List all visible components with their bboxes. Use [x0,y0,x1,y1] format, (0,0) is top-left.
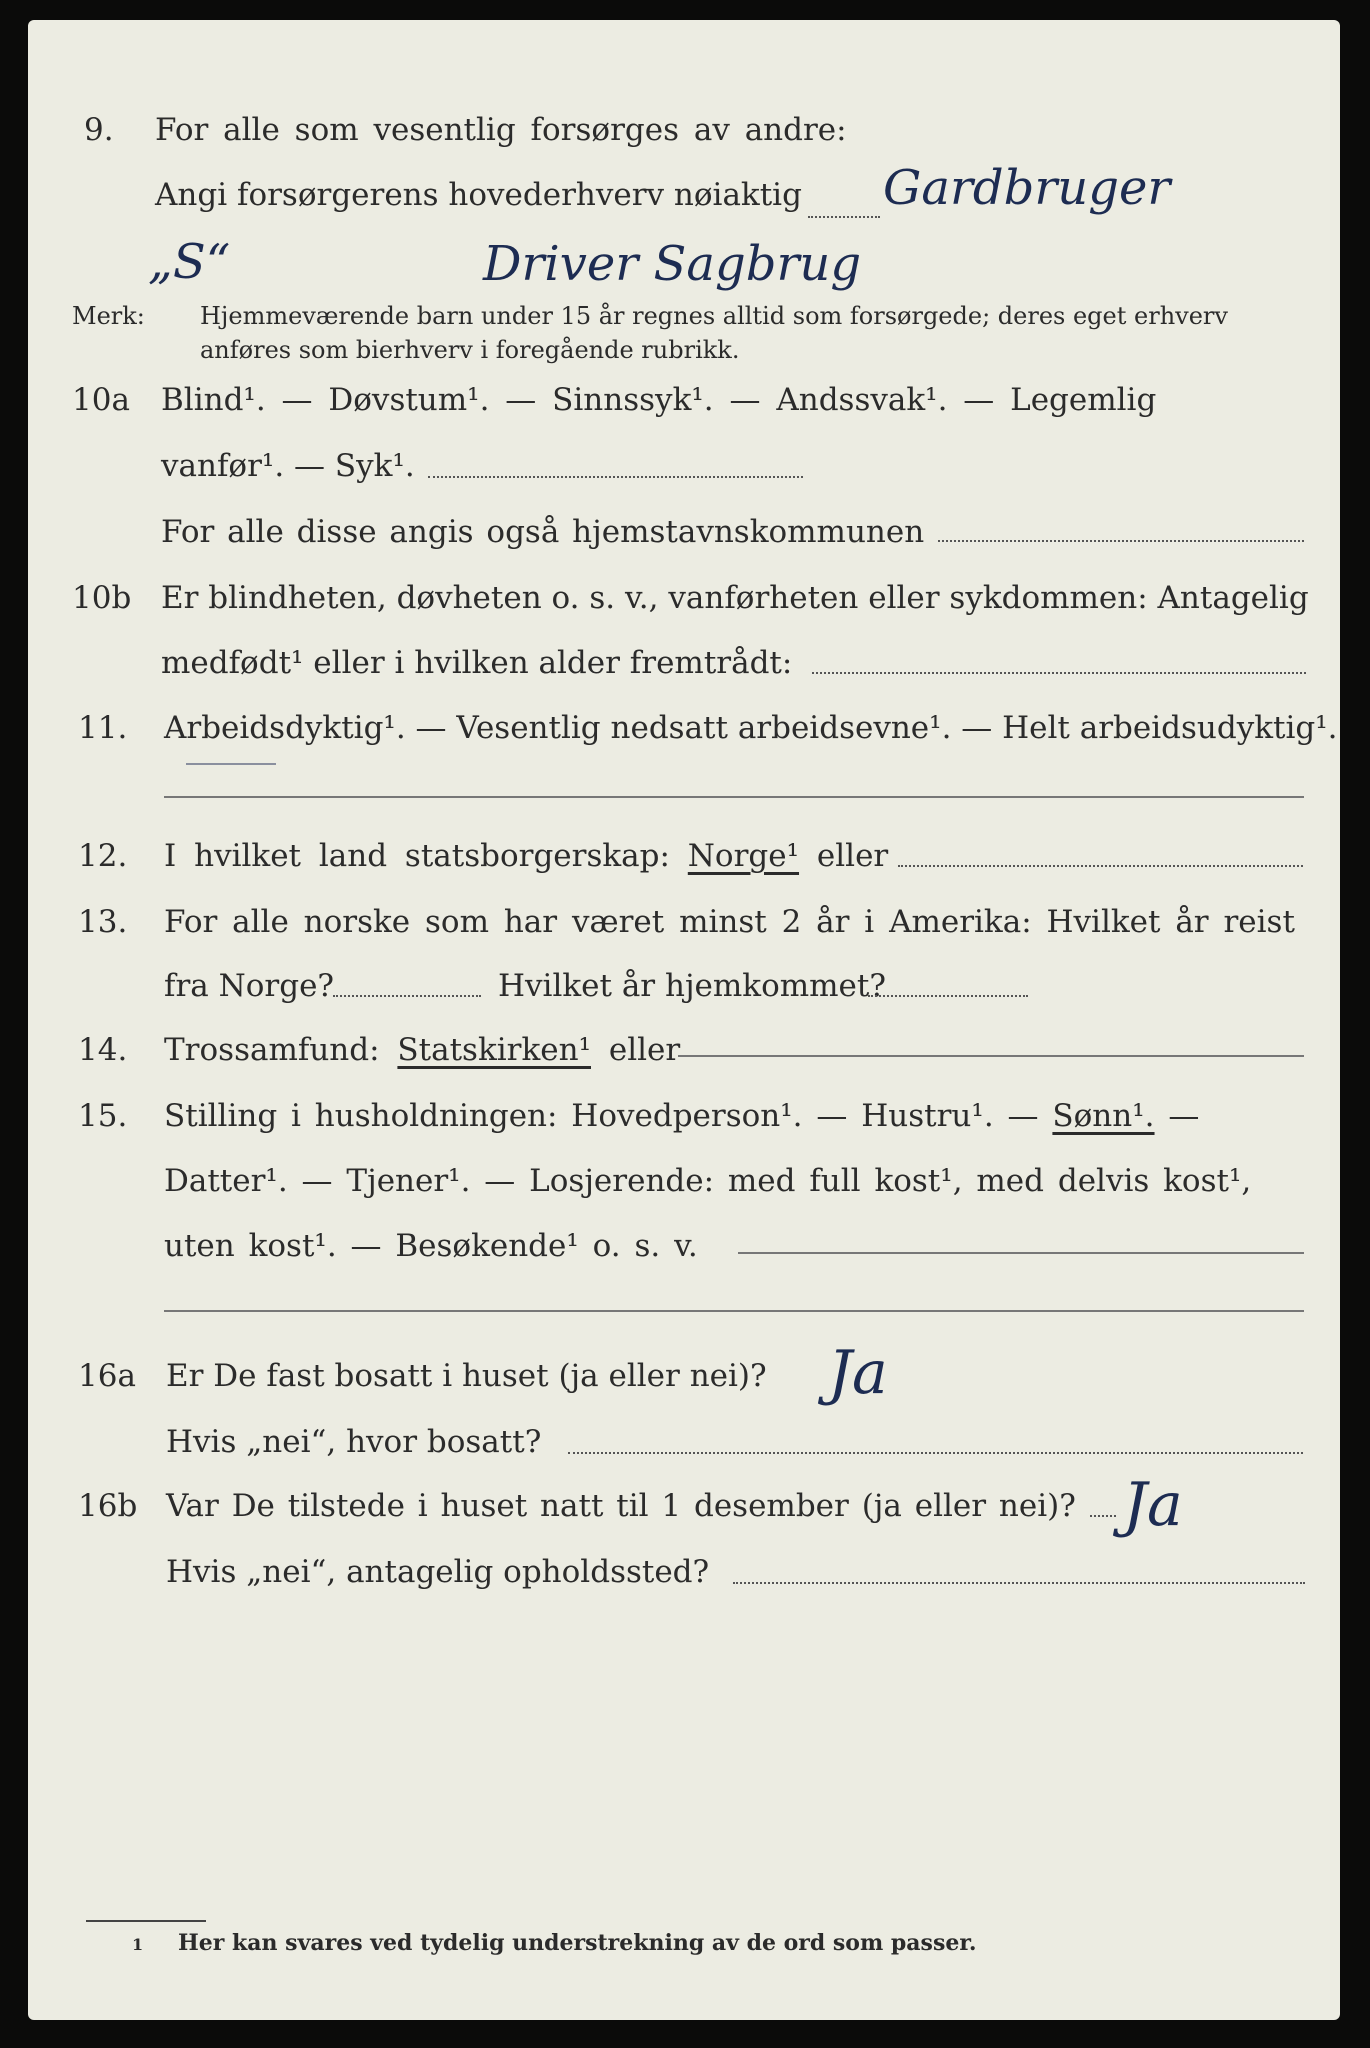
q15-number: 15. [78,1098,128,1134]
q11-answer-line [164,796,1304,798]
q11-number: 11. [78,710,128,746]
q9-handwritten-secondary: Driver Sagbrug [483,236,862,292]
footnote-mark: 1 [132,1935,144,1954]
q16b-line2: Hvis „nei“, antagelig opholdssted? [166,1554,710,1590]
q12-number: 12. [78,838,128,874]
q10a-number: 10a [72,382,130,418]
q15-answer-line [738,1252,1304,1254]
merk-label: Merk: [72,302,145,330]
q9-number: 9. [84,112,114,148]
q9-line2: Angi forsørgerens hovederhverv nøiaktig [155,177,802,213]
q16a-line2: Hvis „nei“, hvor bosatt? [166,1424,542,1460]
q9-handwritten-occupation: Gardbruger [883,160,1171,216]
q14-answer-line [678,1055,1304,1057]
q15-line1-text: Stilling i husholdningen: Hovedperson¹. — Hustru¹. — [164,1098,1039,1134]
footnote-text: Her kan svares ved tydelig understrekning av de ord som passer. [178,1930,977,1956]
q12-dotted-line [898,865,1303,867]
q10a-dotted-line2 [938,540,1304,542]
q13-line2b: Hvilket år hjemkommet? [498,968,886,1004]
q15-answer-line2 [164,1310,1304,1312]
q9-handwritten-prefix: „S“ [148,234,231,290]
q13-line2a: fra Norge? [164,968,335,1004]
q16a-dotted-line [568,1452,1303,1454]
q10a-line3: For alle disse angis også hjemstavnskommunen [161,514,925,550]
q13-line1: For alle norske som har været minst 2 år i Amerika: Hvilket år reist [164,904,1295,940]
q14-text [164,1032,680,1068]
q10a-line1: Blind¹. — Døvstum¹. — Sinnssyk¹. — Andssvak¹. — Legemlig [161,382,1157,418]
q12-text [164,838,888,874]
merk-line2: anføres som bierhverv i foregående rubrikk. [200,336,740,364]
q10a-line2: vanfør¹. — Syk¹. [161,448,415,484]
q10a-dotted-line [428,476,803,478]
q13-dotted-line1 [333,995,481,997]
q11-pencil-mark [186,763,276,765]
q15-dash: — [1168,1098,1200,1134]
q16b-number: 16b [78,1488,138,1524]
q11-line1: Arbeidsdyktig¹. — Vesentlig nedsatt arbeidsevne¹. — Helt arbeidsudyktig¹. [164,710,1338,746]
q12-selected-norge: Norge¹ [687,838,800,874]
q10b-line2: medfødt¹ eller i hvilken alder fremtrådt: [161,645,793,681]
q10b-line1: Er blindheten, døvheten o. s. v., vanførheten eller sykdommen: Antagelig [161,580,1309,616]
q14-number: 14. [78,1032,128,1068]
merk-line1: Hjemmeværende barn under 15 år regnes alltid som forsørgede; deres eget erhverv [200,302,1228,330]
q13-number: 13. [78,904,128,940]
q12-eller: eller [816,838,889,874]
q15-line1 [164,1098,1199,1134]
q15-selected-sonn: Sønn¹. [1052,1098,1155,1134]
q12-prompt: I hvilket land statsborgerskap: [164,838,670,874]
census-form-page [28,20,1340,2020]
q10b-dotted-line [812,672,1306,674]
q9-dotted-line [808,216,880,218]
q9-line1: For alle som vesentlig forsørges av andre: [155,112,847,148]
q14-prompt: Trossamfund: [164,1032,380,1068]
q15-line2: Datter¹. — Tjener¹. — Losjerende: med full kost¹, med delvis kost¹, [164,1163,1252,1199]
q16a-handwritten-answer: Ja [828,1338,888,1408]
footnote-separator [86,1920,206,1922]
q16b-dotted-line2 [733,1582,1305,1584]
q14-selected-statskirken: Statskirken¹ [397,1032,591,1068]
q16b-dotted-line1 [1090,1515,1116,1517]
q16b-handwritten-answer: Ja [1123,1470,1183,1540]
q16a-number: 16a [78,1358,136,1394]
q10b-number: 10b [72,580,132,616]
q13-dotted-line2 [868,995,1028,997]
q14-eller: eller [608,1032,681,1068]
q16a-line1: Er De fast bosatt i huset (ja eller nei)? [166,1358,767,1394]
q16b-line1: Var De tilstede i huset natt til 1 desember (ja eller nei)? [166,1488,1076,1524]
q15-line3: uten kost¹. — Besøkende¹ o. s. v. [164,1228,698,1264]
